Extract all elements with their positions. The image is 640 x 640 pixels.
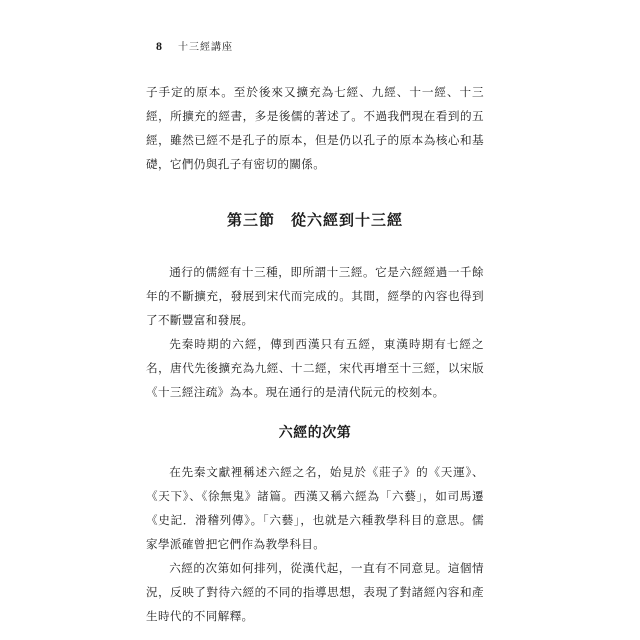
section-heading <box>146 209 484 230</box>
page-body <box>146 80 484 628</box>
continued-paragraph: 子手定的原本。至於後來又擴充為七經、九經、十一經、十三經，所擴充的經書，多是後儒的著述了。不過我們現在看到的五經，雖然已經不是孔子的原本，但是仍以孔子的原本為核心和基礎，它們仍與孔子有密切的關係。 <box>146 85 484 171</box>
paragraph: 通行的儒經有十三種，即所謂十三經。它是六經經過一千餘年的不斷擴充，發展到宋代而完成的。其間，經學的內容也得到了不斷豐富和發展。 <box>146 265 484 327</box>
running-title: 十三經講座 <box>178 42 233 53</box>
running-header <box>156 38 233 54</box>
section-number: 第三節 <box>226 211 275 229</box>
subsection-heading: 六經的次第 <box>278 425 352 441</box>
paragraph: 六經的次第如何排列，從漢代起，一直有不同意見。這個情況，反映了對待六經的不同的指導思想，表現了對諸經內容和產生時代的不同解釋。 <box>146 561 484 623</box>
section-title: 從六經到十三經 <box>291 211 404 229</box>
paragraph: 先秦時期的六經，傳到西漢只有五經，東漢時期有七經之名，唐代先後擴充為九經、十二經，宋代再增至十三經，以宋版《十三經注疏》為本。現在通行的是清代阮元的校刻本。 <box>146 337 484 399</box>
page-number: 8 <box>156 39 162 53</box>
paragraph: 在先秦文獻裡稱述六經之名，始見於《莊子》的《天運》、《天下》、《徐無鬼》諸篇。西漢又稱六經為「六藝」，如司馬遷《史記．滑稽列傳》。「六藝」，也就是六種教學科目的意思。儒家學派確曾把它們作為教學科目。 <box>146 465 484 551</box>
